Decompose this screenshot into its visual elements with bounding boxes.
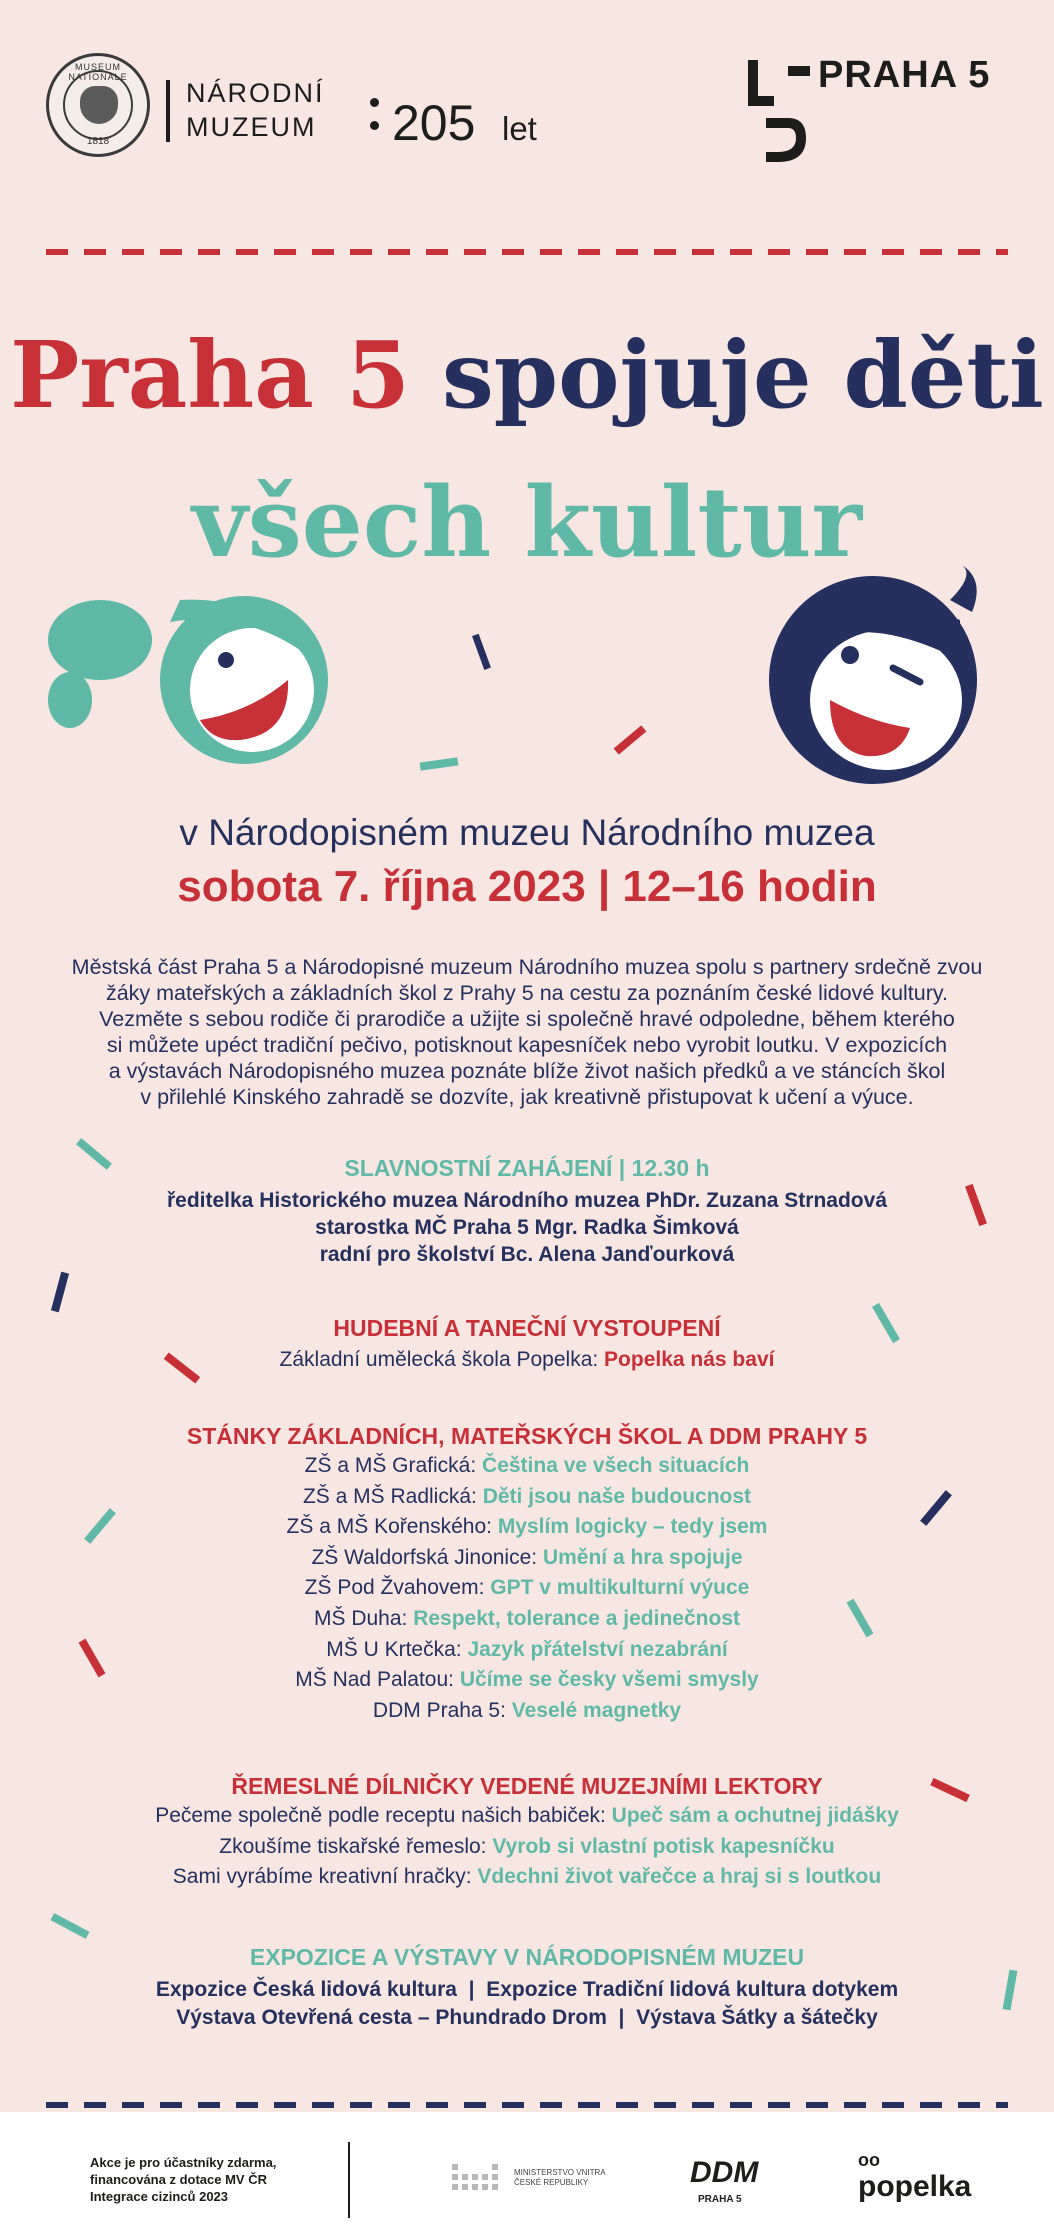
workshops-list [0, 1801, 1054, 1893]
lion-emblem-icon [80, 86, 118, 124]
seal-year: 1818 [86, 136, 110, 147]
list-item: Sami vyrábíme kreativní hračky: Vdechni život vařečce a hraj si s loutkou [172, 1865, 882, 1889]
music-line: Základní umělecká škola Popelka: Popelka nás baví [279, 1348, 775, 1371]
exhibits-heading: EXPOZICE A VÝSTAVY V NÁRODOPISNÉM MUZEU [249, 1944, 805, 1970]
dashed-divider-top [46, 249, 1008, 255]
stands-heading: STÁNKY ZÁKLADNÍCH, MATEŘSKÝCH ŠKOL A DDM PRAHY 5 [186, 1423, 868, 1449]
opening-line-1: ředitelka Historického muzea Národního muzea PhDr. Zuzana Strnadová [166, 1189, 887, 1212]
girl-face-icon [48, 596, 328, 764]
children-faces-illustration [0, 560, 1054, 800]
list-item: Zkoušíme tiskařské řemeslo: Vyrob si vlastní potisk kapesníčku [219, 1834, 835, 1858]
colon-mark [370, 98, 379, 138]
list-item: MŠ Nad Palatou: Učíme se česky všemi smysly [295, 1668, 759, 1692]
ddm-logo-sub: PRAHA 5 [698, 2194, 742, 2205]
footer-note: Akce je pro účastníky zdarma, financována z dotace MV ČR Integrace cizinců 2023 [90, 2155, 277, 2204]
list-item: ZŠ a MŠ Grafická: Čeština ve všech situacích [304, 1454, 750, 1477]
event-datetime: sobota 7. října 2023 | 12–16 hodin [177, 862, 877, 911]
main-title-line2: všech kultur [191, 466, 863, 579]
anniversary-number: 205 [392, 95, 476, 151]
seal-text: MUSEUM NATIONALE [68, 62, 128, 82]
workshops-heading: ŘEMESLNÉ DÍLNIČKY VEDENÉ MUZEJNÍMI LEKTORY [231, 1773, 823, 1799]
dashed-divider-bottom [46, 2102, 1008, 2108]
praha5-logo-text: PRAHA 5 [818, 54, 991, 96]
logo-divider [166, 80, 170, 142]
exhibits-line-1: Expozice Česká lidová kultura | Expozice Tradiční lidová kultura dotykem [155, 1978, 899, 2001]
list-item: ZŠ a MŠ Radlická: Děti jsou naše budoucnost [302, 1484, 752, 1508]
list-item: MŠ Duha: Respekt, tolerance a jedinečnost [313, 1606, 740, 1630]
boy-face-icon [769, 565, 977, 784]
list-item: ZŠ Waldorfská Jinonice: Umění a hra spojuje [311, 1545, 743, 1569]
title-red-part: Praha 5 [10, 321, 410, 429]
praha5-bracket-icon [748, 60, 810, 164]
ddm-logo: DDM [690, 2156, 759, 2189]
narodni-muzeum-logo: NÁRODNÍ MUZEUM [186, 78, 325, 142]
event-location: v Národopisném muzeu Národního muzea [179, 812, 875, 853]
music-heading: HUDEBNÍ A TANEČNÍ VYSTOUPENÍ [333, 1315, 721, 1341]
museum-seal-logo [46, 53, 150, 157]
ministry-logo-text: MINISTERSTVO VNITRA ČESKÉ REPUBLIKY [514, 2168, 606, 2187]
list-item: DDM Praha 5: Veselé magnetky [372, 1698, 682, 1722]
exhibits-line-2: Výstava Otevřená cesta – Phundrado Drom | Výstava Šátky a šátečky [176, 2006, 878, 2029]
opening-line-2: starostka MČ Praha 5 Mgr. Radka Šimková [315, 1216, 739, 1239]
opening-heading: SLAVNOSTNÍ ZAHÁJENÍ | 12.30 h [344, 1155, 710, 1181]
list-item: MŠ U Krtečka: Jazyk přátelství nezabrání [326, 1637, 728, 1661]
list-item: ZŠ Pod Žvahovem: GPT v multikulturní výuce [304, 1576, 750, 1600]
opening-line-3: radní pro školství Bc. Alena Janďourková [319, 1243, 735, 1266]
footer-divider [348, 2142, 350, 2218]
intro-paragraph: Městská část Praha 5 a Národopisné muzeum Národního muzea spolu s partnery srdečně zvou žáky mateřských a základních škol z Prahy 5 na cestu za poznáním české lidové kultury. Vezměte s sebou rodiče či prarodiče a užijte si společně hravé odpoledne, během kterého si můžete upéct tradiční pečivo, potisknout kapesníček nebo vyrobit loutku. V expozicích a výstavách Národopisného muzea poznáte blíže život našich předků a ve stáncích škol v přilehlé Kinského zahradě se dozvíte, jak kreativně přistupovat k učení a výuce. [71, 955, 983, 1109]
stands-list [0, 1451, 1054, 1726]
anniversary-word: let [502, 110, 537, 147]
main-title-line1 [0, 320, 1054, 430]
list-item: Pečeme společně podle receptu našich babiček: Upeč sám a ochutnej jidášky [155, 1804, 899, 1827]
list-item: ZŠ a MŠ Kořenského: Myslím logicky – tedy jsem [286, 1515, 768, 1539]
popelka-logo: popelka [858, 2170, 972, 2203]
title-blue-part: spojuje děti [442, 321, 1044, 429]
ministry-logo-icon [452, 2160, 508, 2196]
popelka-mark: oo [858, 2150, 880, 2170]
